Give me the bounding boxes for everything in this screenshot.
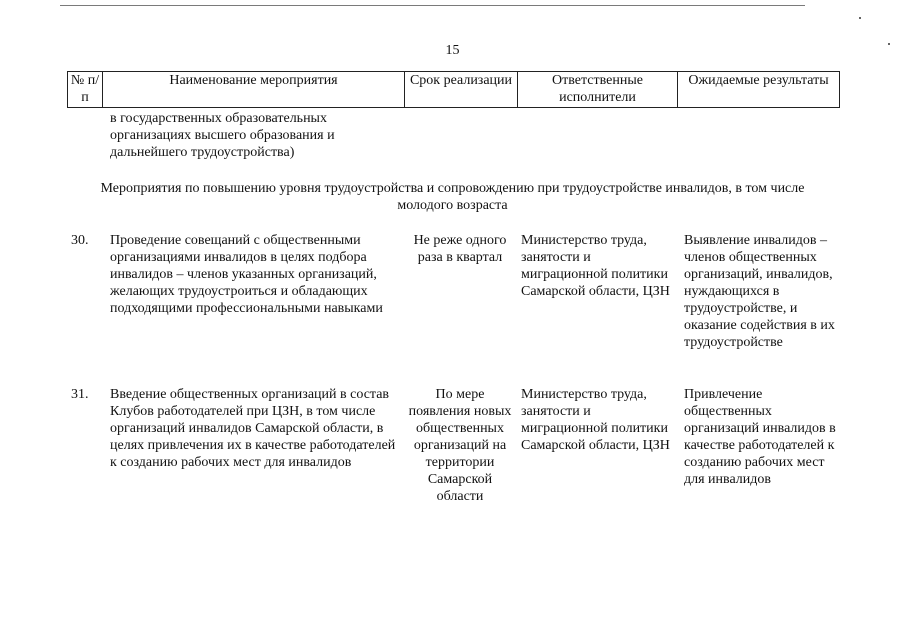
top-scan-rule	[60, 5, 805, 6]
scan-dot	[859, 17, 861, 19]
row-name: Проведение совещаний с общественными организациями инвалидов в целях подбора инвалидов – членов указанных организаций, желающих трудоустроиться и обладающих подходящими профессиональными навыками	[110, 233, 383, 316]
header-results: Ожидаемые результаты	[678, 72, 840, 108]
row-responsible: Министерство труда, занятости и миграционной политики Самарской области, ЦЗН	[521, 387, 670, 453]
header-term: Срок реализации	[405, 72, 518, 108]
row-number: 31.	[71, 387, 89, 402]
section-title: Мероприятия по повышению уровня трудоустройства и сопровождению при трудоустройстве инвалидов, в том числе молодого возраста	[100, 181, 805, 213]
row-number: 30.	[71, 233, 89, 248]
row-term: Не реже одного раза в квартал	[413, 233, 507, 265]
continued-text: в государственных образовательных организациях высшего образования и дальнейшего трудоустройства)	[110, 111, 335, 160]
row-responsible: Министерство труда, занятости и миграционной политики Самарской области, ЦЗН	[521, 233, 670, 299]
row-results: Выявление инвалидов – членов общественных организаций, инвалидов, нуждающихся в трудоустройстве, и оказание содействия в их трудоустройстве	[684, 233, 835, 350]
header-responsible: Ответственные исполнители	[518, 72, 678, 108]
header-name: Наименование мероприятия	[103, 72, 405, 108]
row-name: Введение общественных организаций в состав Клубов работодателей при ЦЗН, в том числе организаций инвалидов Самарской области, в целях привлечения их в качестве работодателей к созданию рабочих мест для инвалидов	[110, 387, 396, 470]
row-results: Привлечение общественных организаций инвалидов в качестве работодателей к созданию рабочих мест для инвалидов	[684, 387, 836, 487]
header-num: № п/п	[68, 72, 103, 108]
page-number: 15	[445, 43, 460, 58]
table-header	[67, 71, 840, 108]
row-term: По мере появления новых общественных организаций на территории Самарской области	[408, 387, 512, 504]
